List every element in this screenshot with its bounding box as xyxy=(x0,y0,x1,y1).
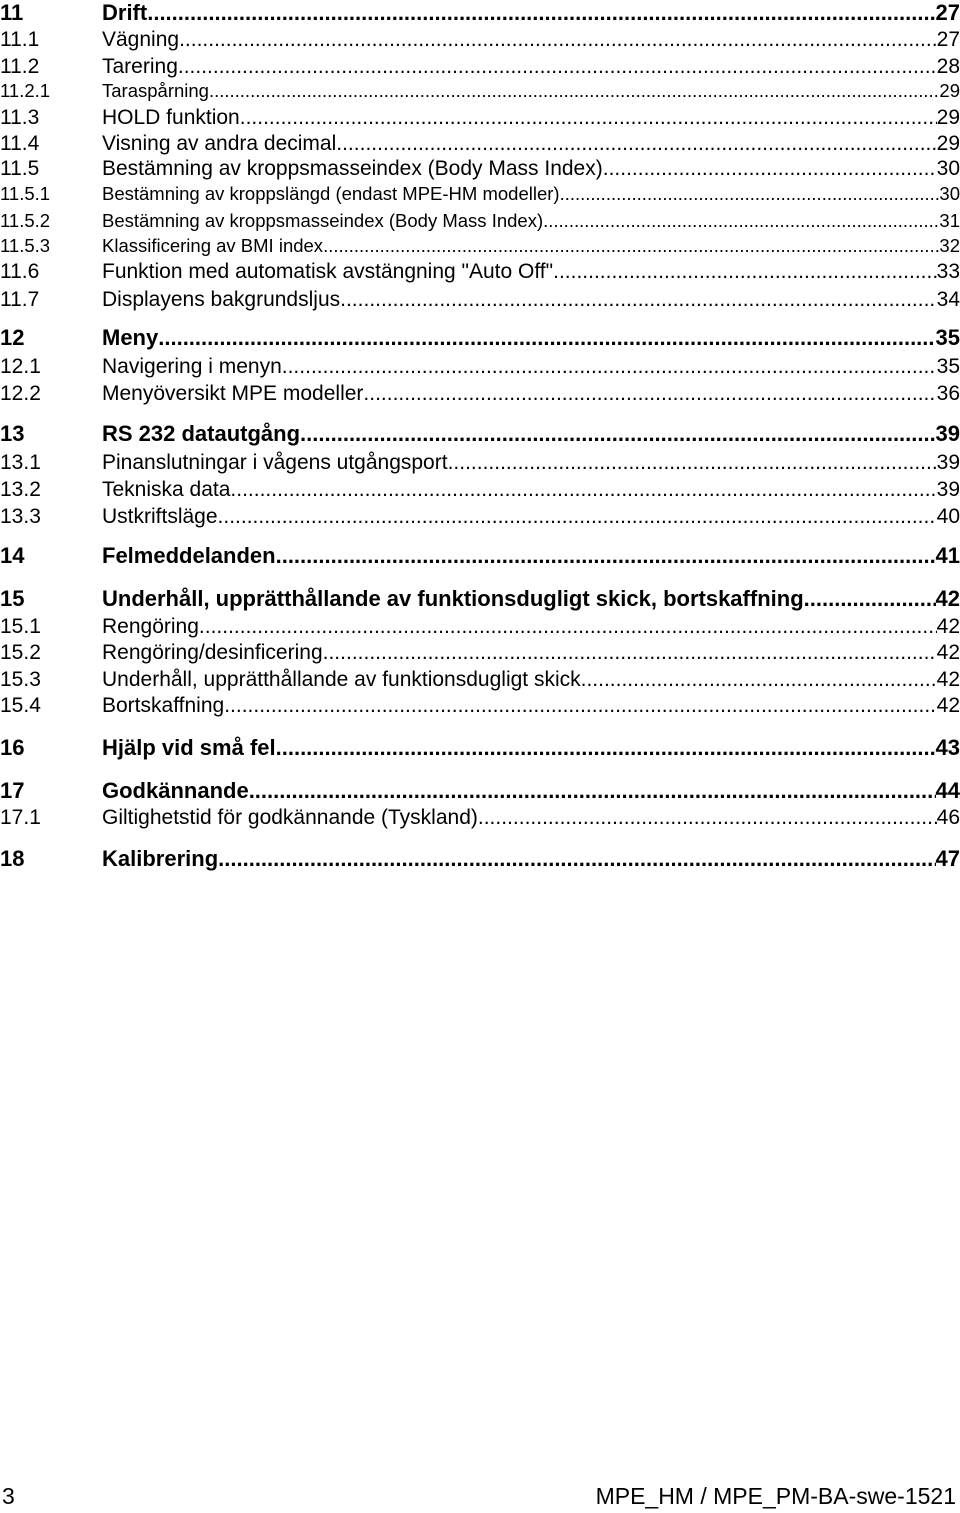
toc-entry-page: 35 xyxy=(936,355,960,378)
toc-dot-leader xyxy=(276,735,936,761)
toc-entry-title: Bestämning av kroppsmasseindex (Body Mass Index) xyxy=(102,157,603,180)
toc-entry[interactable] xyxy=(0,543,960,569)
toc-entry-number: 11.1 xyxy=(0,28,40,51)
toc-entry-title: Tekniska data xyxy=(102,478,231,501)
toc-entry-title: Rengöring/desinficering xyxy=(102,641,323,664)
toc-entry-number: 11 xyxy=(0,0,24,25)
toc-dot-leader xyxy=(603,157,937,181)
toc-entry[interactable] xyxy=(0,157,960,181)
toc-entry-page: 44 xyxy=(935,778,960,803)
toc-entry-page: 46 xyxy=(936,806,960,829)
toc-entry-title: Bestämning av kroppslängd (endast MPE-HM modeller) xyxy=(102,183,560,204)
toc-entry-number: 11.3 xyxy=(0,106,40,129)
toc-entry[interactable] xyxy=(0,505,960,529)
toc-entry-title: Bortskaffning xyxy=(102,694,225,717)
toc-entry[interactable] xyxy=(0,355,960,379)
toc-entry[interactable] xyxy=(0,0,960,26)
toc-entry-number: 15 xyxy=(0,586,25,611)
toc-dot-leader xyxy=(276,543,936,569)
toc-entry-number: 12.1 xyxy=(0,355,41,378)
toc-entry[interactable] xyxy=(0,421,960,447)
toc-entry-title: Felmeddelanden xyxy=(102,543,276,568)
toc-entry-title: Navigering i menyn xyxy=(102,355,282,378)
toc-entry[interactable] xyxy=(0,382,960,406)
toc-dot-leader xyxy=(179,28,937,52)
toc-entry-title: Displayens bakgrundsljus xyxy=(102,288,341,311)
toc-entry-title: Ustkriftsläge xyxy=(102,505,218,528)
toc-entry-number: 11.7 xyxy=(0,288,40,311)
toc-entry-title: Menyöversikt MPE modeller xyxy=(102,382,364,405)
toc-entry-page: 42 xyxy=(936,694,960,717)
toc-entry-page: 39 xyxy=(936,478,960,501)
toc-entry-page: 31 xyxy=(939,210,960,231)
toc-entry-title: Pinanslutningar i vågens utgångsport xyxy=(102,451,448,474)
toc-entry[interactable] xyxy=(0,641,960,665)
toc-entry-page: 29 xyxy=(936,132,960,155)
toc-entry[interactable] xyxy=(0,806,960,830)
toc-entry-number: 12.2 xyxy=(0,382,41,405)
toc-dot-leader xyxy=(560,183,940,205)
toc-entry-number: 15.4 xyxy=(0,694,41,717)
toc-dot-leader xyxy=(147,0,935,26)
toc-entry-number: 15.3 xyxy=(0,668,41,691)
toc-entry-number: 18 xyxy=(0,846,25,871)
toc-entry-title: Underhåll, upprätthållande av funktionsdugligt skick, bortskaffning xyxy=(102,586,804,611)
toc-dot-leader xyxy=(158,325,935,351)
toc-dot-leader xyxy=(218,846,935,872)
toc-entry[interactable] xyxy=(0,28,960,52)
toc-dot-leader xyxy=(218,505,937,529)
toc-entry-page: 42 xyxy=(936,668,960,691)
toc-entry-title: Taraspårning xyxy=(102,80,209,101)
toc-entry-number: 11.6 xyxy=(0,260,40,283)
toc-entry[interactable] xyxy=(0,778,960,804)
toc-entry-number: 11.2 xyxy=(0,55,40,78)
toc-dot-leader xyxy=(249,778,936,804)
footer-document-id: MPE_HM / MPE_PM-BA-swe-1521 xyxy=(595,1483,956,1509)
toc-entry-number: 17 xyxy=(0,778,25,803)
toc-entry-page: 43 xyxy=(935,735,960,760)
toc-entry-title: Visning av andra decimal xyxy=(102,132,337,155)
toc-entry-title: Giltighetstid för godkännande (Tyskland) xyxy=(102,806,478,829)
toc-entry-number: 13.1 xyxy=(0,451,41,474)
toc-dot-leader xyxy=(363,382,936,406)
toc-entry-page: 32 xyxy=(939,235,960,256)
toc-entry-title: Hjälp vid små fel xyxy=(102,735,276,760)
toc-entry-page: 34 xyxy=(936,288,960,311)
toc-entry-title: Tarering xyxy=(102,55,178,78)
toc-entry[interactable] xyxy=(0,325,960,351)
toc-entry-page: 27 xyxy=(935,0,960,25)
toc-entry-page: 29 xyxy=(936,106,960,129)
toc-entry[interactable] xyxy=(0,668,960,692)
toc-entry-page: 42 xyxy=(935,586,960,611)
toc-dot-leader xyxy=(240,106,937,130)
toc-entry-number: 13 xyxy=(0,421,25,446)
toc-entry[interactable] xyxy=(0,132,960,156)
toc-entry-page: 29 xyxy=(939,80,960,101)
toc-dot-leader xyxy=(478,806,937,830)
toc-entry-title: Drift xyxy=(102,0,148,25)
toc-entry[interactable] xyxy=(0,55,960,79)
toc-entry-title: Rengöring xyxy=(102,615,199,638)
toc-entry-page: 41 xyxy=(935,543,960,568)
toc-entry-title: HOLD funktion xyxy=(102,106,240,129)
toc-entry-page: 30 xyxy=(936,157,960,180)
toc-dot-leader xyxy=(282,355,937,379)
toc-entry-title: Meny xyxy=(102,325,159,350)
toc-entry-title: Klassificering av BMI index xyxy=(102,235,324,256)
toc-entry[interactable] xyxy=(0,260,960,284)
toc-entry-page: 42 xyxy=(936,615,960,638)
toc-dot-leader xyxy=(199,615,937,639)
toc-entry-page: 36 xyxy=(936,382,960,405)
toc-entry-title: Funktion med automatisk avstängning "Auto Off" xyxy=(102,260,554,283)
toc-dot-leader xyxy=(581,668,937,692)
toc-entry[interactable] xyxy=(0,586,960,612)
toc-entry-title: Vägning xyxy=(102,28,180,51)
toc-entry-page: 33 xyxy=(936,260,960,283)
toc-entry-page: 39 xyxy=(936,451,960,474)
toc-entry-number: 12 xyxy=(0,325,25,350)
toc-entry-page: 28 xyxy=(936,55,960,78)
toc-entry-number: 11.4 xyxy=(0,132,40,155)
toc-dot-leader xyxy=(340,288,937,312)
toc-entry-number: 11.5.3 xyxy=(0,235,51,256)
toc-dot-leader xyxy=(323,235,939,257)
toc-entry-title: Kalibrering xyxy=(102,846,219,871)
toc-entry-title: RS 232 datautgång xyxy=(102,421,301,446)
toc-entry[interactable] xyxy=(0,235,960,257)
toc-entry[interactable] xyxy=(0,615,960,639)
toc-entry[interactable] xyxy=(0,694,960,718)
footer-page-number: 3 xyxy=(2,1483,15,1509)
toc-dot-leader xyxy=(224,694,936,718)
toc-entry-title: Underhåll, upprätthållande av funktionsdugligt skick xyxy=(102,668,581,691)
toc-dot-leader xyxy=(323,641,937,665)
toc-dot-leader xyxy=(209,80,939,102)
toc-entry-page: 39 xyxy=(935,421,960,446)
toc-entry-number: 11.2.1 xyxy=(0,80,51,101)
toc-dot-leader xyxy=(230,478,936,502)
toc-entry-title: Bestämning av kroppsmasseindex (Body Mass Index) xyxy=(102,210,544,231)
toc-dot-leader xyxy=(178,55,937,79)
toc-entry-number: 11.5.2 xyxy=(0,210,51,231)
toc-dot-leader xyxy=(804,586,936,612)
toc-entry[interactable] xyxy=(0,210,960,232)
toc-entry[interactable] xyxy=(0,451,960,475)
toc-entry[interactable] xyxy=(0,80,960,102)
toc-entry-number: 11.5 xyxy=(0,157,40,180)
toc-dot-leader xyxy=(553,260,937,284)
toc-entry[interactable] xyxy=(0,183,960,205)
toc-entry-title: Godkännande xyxy=(102,778,249,803)
toc-entry[interactable] xyxy=(0,478,960,502)
toc-entry[interactable] xyxy=(0,735,960,761)
toc-entry-number: 11.5.1 xyxy=(0,183,51,204)
toc-entry-page: 47 xyxy=(935,846,960,871)
toc-entry-page: 30 xyxy=(939,183,960,204)
toc-entry-number: 15.1 xyxy=(0,615,41,638)
toc-dot-leader xyxy=(336,132,936,156)
toc-entry[interactable] xyxy=(0,846,960,872)
toc-entry-page: 40 xyxy=(936,505,960,528)
toc-entry-number: 17.1 xyxy=(0,806,41,829)
toc-dot-leader xyxy=(448,451,937,475)
toc-dot-leader xyxy=(543,210,939,232)
toc-entry-page: 27 xyxy=(936,28,960,51)
toc-entry-number: 13.3 xyxy=(0,505,41,528)
toc-entry-number: 13.2 xyxy=(0,478,41,501)
toc-entry-number: 14 xyxy=(0,543,25,568)
toc-entry-number: 16 xyxy=(0,735,25,760)
toc-entry-number: 15.2 xyxy=(0,641,41,664)
toc-entry-page: 35 xyxy=(935,325,960,350)
toc-entry[interactable] xyxy=(0,106,960,130)
toc-dot-leader xyxy=(300,421,935,447)
toc-entry[interactable] xyxy=(0,288,960,312)
toc-entry-page: 42 xyxy=(936,641,960,664)
